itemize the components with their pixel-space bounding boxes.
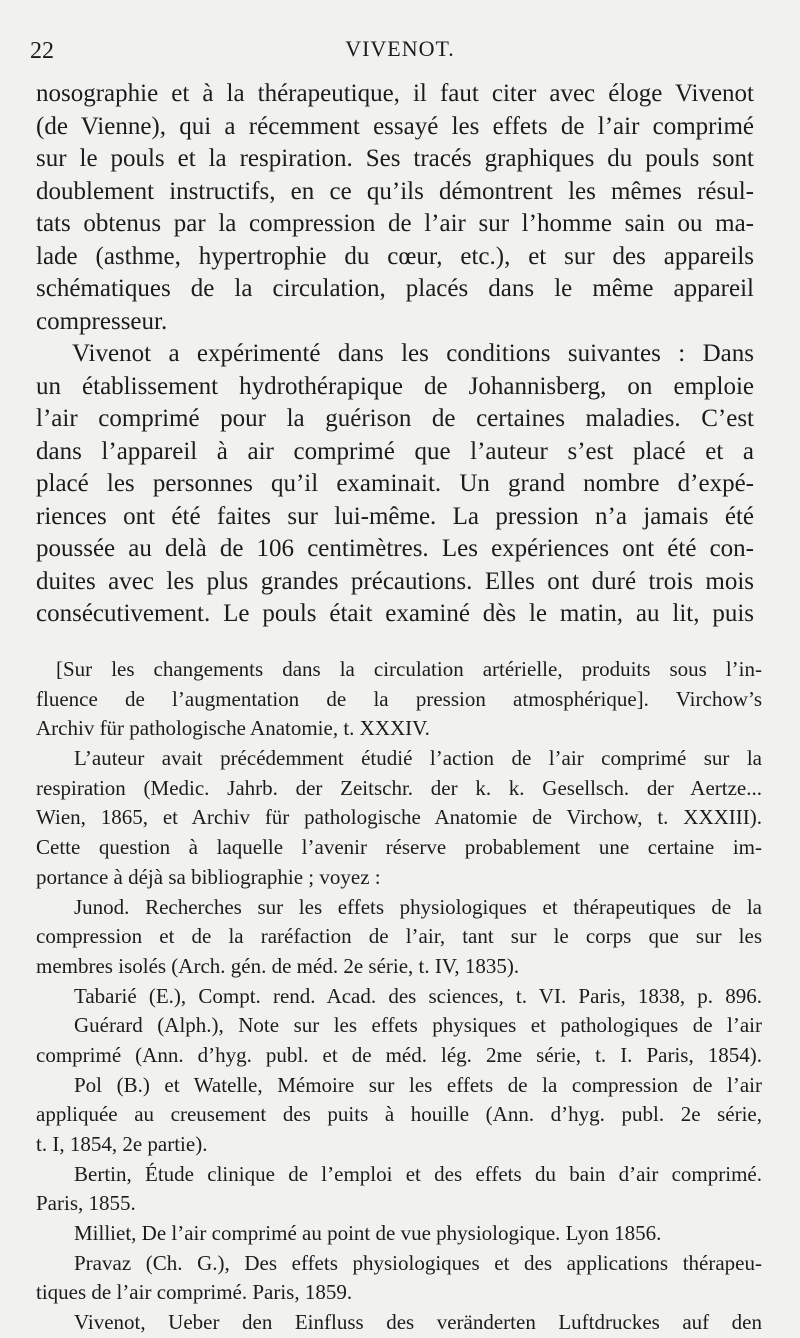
body-text-line: poussée au delà de 106 centimètres. Les expériences ont été con- xyxy=(36,535,754,562)
footnote-line: respiration (Medic. Jahrb. der Zeitschr. der k. k. Gesellsch. der Aertze... xyxy=(36,775,762,800)
footnote-line: tiques de l’air comprimé. Paris, 1859. xyxy=(36,1280,353,1305)
body-text-line: dans l’appareil à air comprimé que l’auteur s’est placé et a xyxy=(36,437,754,465)
footnote-line: comprimé (Ann. d’hyg. publ. et de méd. lég. 2me série, t. I. Paris, 1854). xyxy=(36,1042,762,1067)
footnote-line: fluence de l’augmentation de la pression atmosphérique]. Virchow’s xyxy=(36,686,762,711)
footnote-line: [Sur les changements dans la circulation artérielle, produits sous l’in- xyxy=(56,657,762,681)
footnote-block xyxy=(36,655,762,1338)
body-text-line: (de Vienne), qui a récemment essayé les effets de l’air comprimé xyxy=(36,112,754,140)
footnote-line: Paris, 1855. xyxy=(36,1191,136,1216)
body-text-line: compresseur. xyxy=(36,307,168,335)
footnote-line: Milliet, De l’air comprimé au point de vue physiologique. Lyon 1856. xyxy=(74,1221,662,1246)
footnote-line: portance à déjà sa bibliographie ; voyez : xyxy=(36,864,381,889)
footnote-line: Pravaz (Ch. G.), Des effets physiologiques et des applications thérapeu- xyxy=(74,1250,762,1275)
body-text-line: doublement instructifs, en ce qu’ils démontrent les mêmes résul- xyxy=(36,177,754,205)
footnote-line: Cette question à laquelle l’avenir réserve probablement une certaine im- xyxy=(36,835,762,860)
body-text-line: placé les personnes qu’il examinait. Un grand nombre d’expé- xyxy=(36,470,754,497)
body-text-line: consécutivement. Le pouls était examiné dès le matin, au lit, puis xyxy=(36,600,754,627)
body-text-line: Vivenot a expérimenté dans les conditions suivantes : Dans xyxy=(72,340,754,367)
body-text-line: l’air comprimé pour la guérison de certaines maladies. C’est xyxy=(36,405,754,432)
body-text-line: lade (asthme, hypertrophie du cœur, etc.), et sur des appareils xyxy=(36,242,754,270)
body-text-line: duites avec les plus grandes précautions. Elles ont duré trois mois xyxy=(36,567,754,595)
footnote-line: appliquée au creusement des puits à houille (Ann. d’hyg. publ. 2e série, xyxy=(36,1102,762,1127)
footnote-line: Tabarié (E.), Compt. rend. Acad. des sciences, t. VI. Paris, 1838, p. 896. xyxy=(74,983,762,1008)
footnote-line: Bertin, Étude clinique de l’emploi et des effets du bain d’air comprimé. xyxy=(74,1161,762,1186)
footnote-line: L’auteur avait précédemment étudié l’action de l’air comprimé sur la xyxy=(74,746,762,771)
footnote-line: Archiv für pathologische Anatomie, t. XXXIV. xyxy=(36,716,430,741)
footnote-line: Wien, 1865, et Archiv für pathologische Anatomie de Virchow, t. XXXIII). xyxy=(36,805,762,830)
footnote-line: compression et de la raréfaction de l’air, tant sur le corps que sur les xyxy=(36,924,762,949)
footnote-line: t. I, 1854, 2e partie). xyxy=(36,1132,208,1156)
body-text-line: schématiques de la circulation, placés dans le même appareil xyxy=(36,275,754,302)
page-number: 22 xyxy=(30,38,54,64)
footnote-line: Guérard (Alph.), Note sur les effets physiques et pathologiques de l’air xyxy=(74,1013,762,1038)
body-text-line: nosographie et à la thérapeutique, il faut citer avec éloge Vivenot xyxy=(36,80,754,107)
running-head: VIVENOT. xyxy=(345,36,455,61)
body-text-line: riences ont été faites sur lui-même. La pression n’a jamais été xyxy=(36,502,754,530)
body-text-line: tats obtenus par la compression de l’air sur l’homme sain ou ma- xyxy=(36,210,754,237)
page-header xyxy=(0,30,800,70)
footnote-line: Pol (B.) et Watelle, Mémoire sur les effets de la compression de l’air xyxy=(74,1072,762,1097)
main-text xyxy=(36,78,754,631)
footnote-line: Junod. Recherches sur les effets physiologiques et thérapeutiques de la xyxy=(74,894,762,919)
body-text-line: un établissement hydrothérapique de Johannisberg, on emploie xyxy=(36,372,754,400)
footnote-line: membres isolés (Arch. gén. de méd. 2e série, t. IV, 1835). xyxy=(36,953,520,978)
body-text-line: sur le pouls et la respiration. Ses tracés graphiques du pouls sont xyxy=(36,145,754,172)
footnote-line: Vivenot, Ueber den Einfluss des veränderten Luftdruckes auf den xyxy=(74,1310,762,1335)
